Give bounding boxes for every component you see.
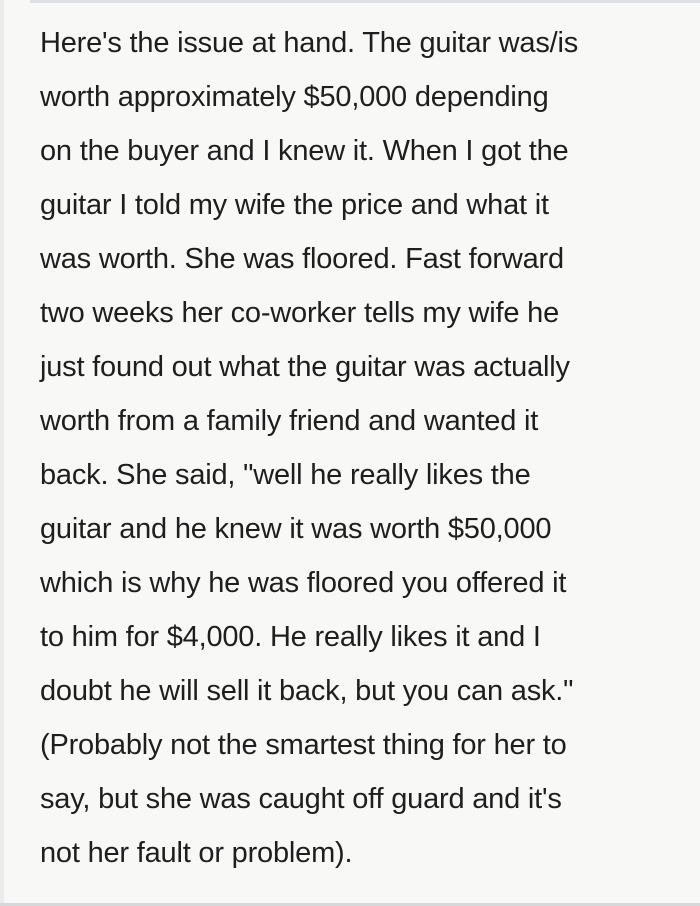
post-body-text xyxy=(40,16,680,880)
left-edge-strip xyxy=(0,0,4,906)
text-line: Here's the issue at hand. The guitar was/is xyxy=(40,27,579,59)
text-line: back. She said, "well he really likes the xyxy=(40,459,531,491)
text-line: was worth. She was floored. Fast forward xyxy=(40,243,564,275)
text-line: on the buyer and I knew it. When I got the xyxy=(40,135,569,167)
text-line: worth from a family friend and wanted it xyxy=(40,405,539,437)
top-divider xyxy=(30,0,700,3)
text-line: say, but she was caught off guard and it's xyxy=(40,783,562,815)
text-line: doubt he will sell it back, but you can ask." xyxy=(40,675,574,707)
text-line: guitar I told my wife the price and what it xyxy=(40,189,549,221)
text-line: (Probably not the smartest thing for her to xyxy=(40,729,567,761)
text-line: not her fault or problem). xyxy=(40,837,353,869)
text-line: two weeks her co-worker tells my wife he xyxy=(40,297,559,329)
text-line: guitar and he knew it was worth $50,000 xyxy=(40,513,552,545)
text-line: to him for $4,000. He really likes it and I xyxy=(40,621,541,653)
text-line: just found out what the guitar was actually xyxy=(40,351,570,383)
text-line: which is why he was floored you offered it xyxy=(40,567,567,599)
text-line: worth approximately $50,000 depending xyxy=(40,81,549,113)
